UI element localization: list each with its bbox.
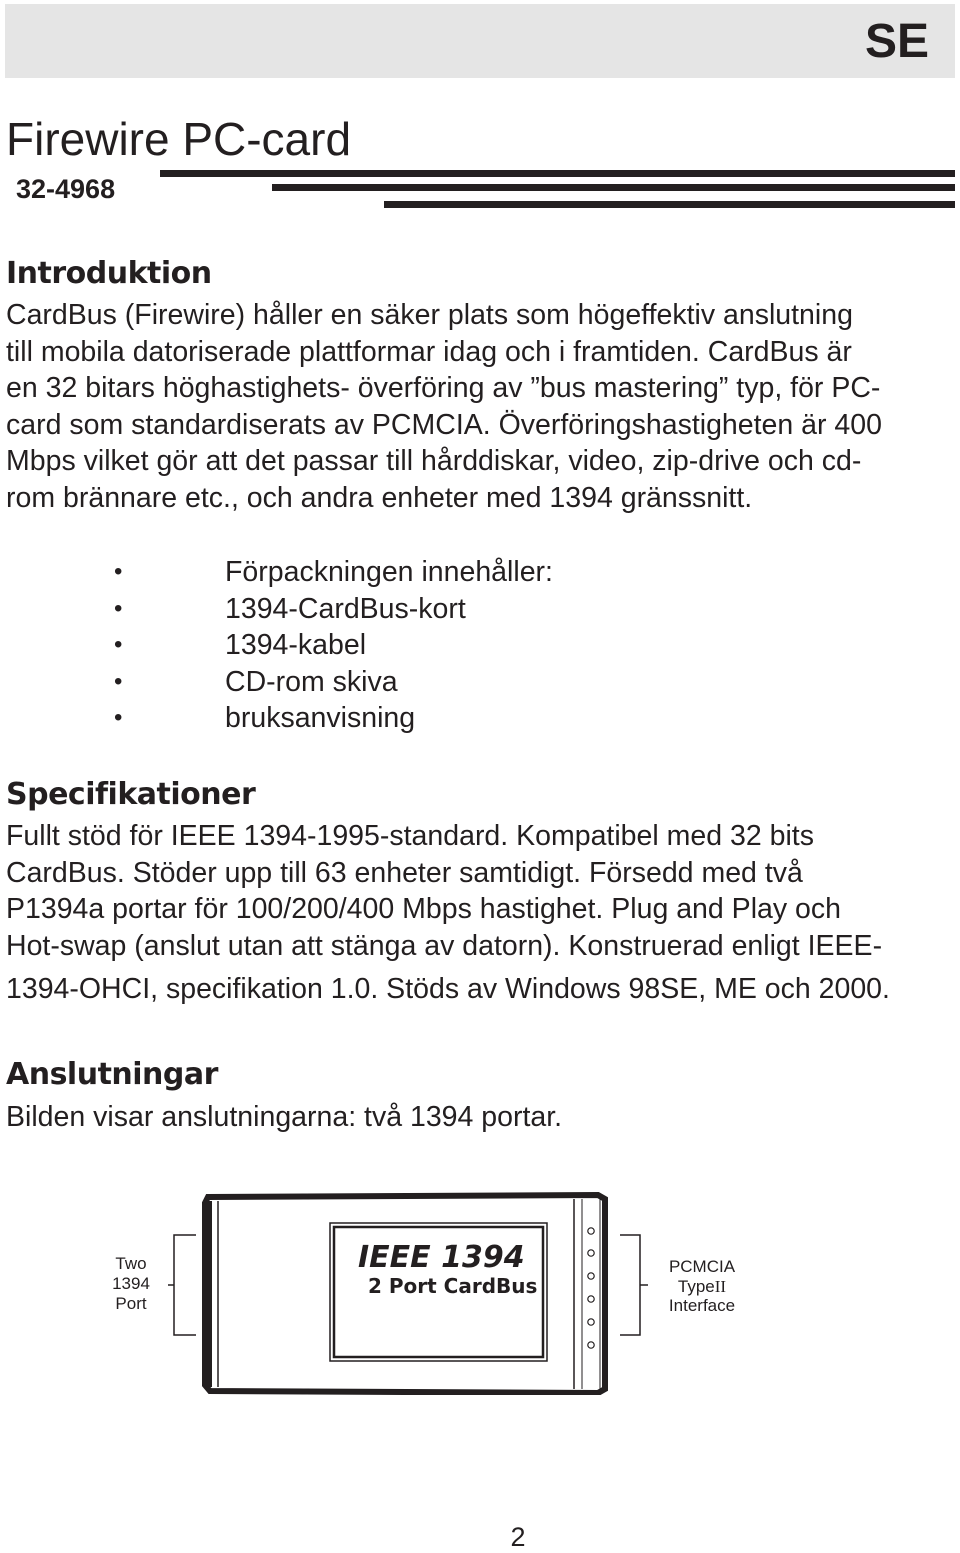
connections-text: Bilden visar anslutningarna: två 1394 portar. — [6, 1101, 563, 1133]
left-bracket — [168, 1235, 196, 1335]
language-header-bar — [5, 4, 955, 78]
title-rule-3 — [384, 201, 955, 208]
model-number: 32-4968 — [16, 174, 116, 204]
left-label-line: 1394 — [112, 1274, 150, 1293]
intro-paragraph — [6, 297, 951, 516]
specs-line: Fullt stöd för IEEE 1394-1995-standard. Kompatibel med 32 bits — [6, 820, 814, 852]
title-rule-1 — [160, 170, 955, 177]
intro-heading: Introduktion — [6, 256, 212, 291]
intro-line: till mobila datoriserade plattformar idag och i framtiden. CardBus är — [6, 335, 852, 368]
bullet-icon: • — [114, 704, 123, 731]
list-item-text: 1394-CardBus-kort — [225, 592, 466, 625]
specs-paragraph — [6, 818, 951, 1008]
intro-line: Mbps vilket gör att det passar till hårddiskar, video, zip-drive och cd- — [6, 445, 862, 477]
bullet-icon: • — [114, 558, 123, 585]
specs-line: 1394-OHCI, specifikation 1.0. Stöds av Windows 98SE, ME och 2000. — [6, 973, 890, 1005]
intro-line: en 32 bitars höghastighets- överföring av ”bus mastering” typ, för PC- — [6, 372, 881, 404]
connections-paragraph — [6, 1099, 951, 1136]
card-title: IEEE 1394 — [358, 1240, 525, 1275]
list-item-text: Förpackningen innehåller: — [225, 556, 553, 588]
title-rule-2 — [272, 184, 955, 191]
page-title: Firewire PC-card — [6, 113, 352, 165]
right-bracket — [620, 1235, 648, 1335]
card-subtitle: 2 Port CardBus — [368, 1274, 538, 1298]
intro-line: rom brännare etc., och andra enheter med 1394 gränssnitt. — [6, 481, 753, 514]
language-code: SE — [864, 15, 929, 68]
right-label-line — [678, 1277, 727, 1296]
list-item-text: bruksanvisning — [225, 702, 416, 734]
specs-line: CardBus. Stöder upp till 63 enheter samtidigt. Försedd med två — [6, 856, 803, 889]
list-item-text: 1394-kabel — [225, 629, 367, 661]
list-item-text: CD-rom skiva — [225, 665, 398, 698]
right-label-roman: II — [714, 1277, 727, 1296]
intro-line: CardBus (Firewire) håller en säker plats som högeffektiv anslutning — [6, 299, 853, 331]
right-label-line: PCMCIA — [668, 1257, 736, 1276]
bullet-icon: • — [114, 594, 123, 622]
specs-line: P1394a portar för 100/200/400 Mbps hastighet. Plug and Play och — [6, 893, 841, 925]
page-number: 2 — [510, 1522, 526, 1552]
right-label-type: Type — [677, 1277, 715, 1296]
connections-heading: Anslutningar — [6, 1057, 218, 1092]
specs-heading: Specifikationer — [6, 777, 256, 812]
left-label-line: Two — [115, 1254, 147, 1273]
bullet-icon: • — [114, 667, 123, 695]
intro-line: card som standardiserats av PCMCIA. Överföringshastigheten är 400 — [6, 408, 882, 441]
left-label-line: Port — [115, 1294, 147, 1313]
pc-card-diagram — [100, 1185, 760, 1395]
bullet-icon: • — [114, 631, 123, 658]
right-label-line: Interface — [668, 1296, 736, 1315]
specs-line: Hot-swap (anslut utan att stänga av datorn). Konstruerad enligt IEEE- — [6, 929, 883, 962]
